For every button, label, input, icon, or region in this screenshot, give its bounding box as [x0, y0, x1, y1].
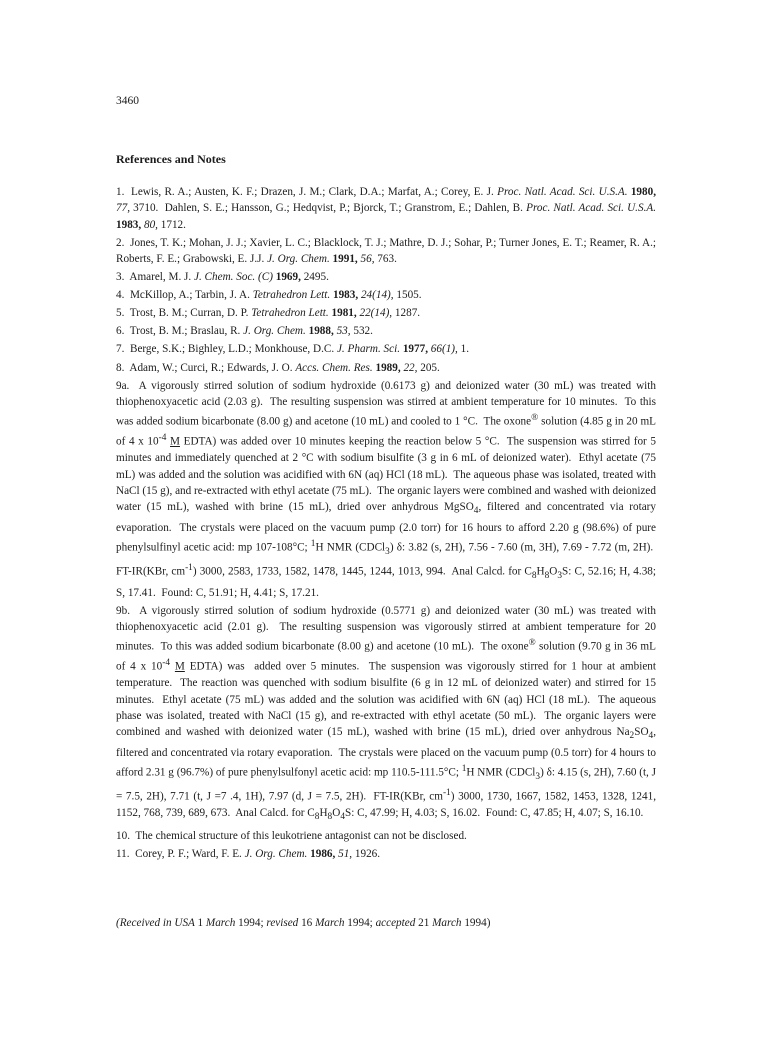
reference-4: 4. McKillop, A.; Tarbin, J. A. Tetrahedron Lett. 1983, 24(14), 1505.	[116, 289, 422, 302]
reference-6: 6. Trost, B. M.; Braslau, R. J. Org. Chem. 1988, 53, 532.	[116, 325, 373, 338]
reference-11: 11. Corey, P. F.; Ward, F. E. J. Org. Chem. 1986, 51, 1926.	[116, 847, 381, 860]
reference-9a: 9a. A vigorously stirred solution of sodium hydroxide (0.6173 g) and deionized water (30 mL) was treated with thiophenoxyacetic acid (2.03 g). The resulting suspension was stirred at ambient temperature for 10 minutes. To this was added sodium bicarbonate (8.00 g) and acetone (10 mL) and cooled to 1 °C. The oxone® solution (4.85 g in 20 mL of 4 x $10^{-4}$ M EDTA) was added over 10 minutes keeping the reaction below 5 °C. The suspension was stirred for 5 minutes and immediately quenched at 2 °C with sodium bisulfite (3 g in 6 mL of deionized water). Ethyl acetate (75 mL) was added and the solution was acidified with 6N (aq) HCl (18 mL). The aqueous phase was isolated, treated with NaCl (15 g), and re-extracted with ethyl acetate (75 mL). The organic layers were combined and washed with deionized water (15 mL), washed with brine (15 mL), dried over anhydrous MgSO$_4$, filtered and concentrated via rotary evaporation. The crystals were placed on the vacuum pump (2.0 torr) for 16 hours to afford 2.20 g (98.6%) of pure phenylsulfinyl acetic acid: mp 107-108°C; $^1$H NMR (CDCl$_3$) δ: 3.82 (s, 2H), 7.56 - 7.60 (m, 3H), 7.69 - 7.72 (m, 2H). FT-IR(KBr, $cm^{-1}$) 3000, 2583, 1733, 1582, 1478, 1445, 1244, 1013, 994. Anal Calcd. for $C_8H_8O_3S$: C, 52.16; H, 4.38; S, 17.41. Found: C, 51.91; H, 4.41; S, 17.21.	[116, 379, 656, 599]
reference-9b: 9b. A vigorously stirred solution of sodium hydroxide (0.5771 g) and deionized water (30 mL) was treated with thiophenoxyacetic acid (2.01 g). The resulting suspension was vigorously stirred at ambient temperature for 20 minutes. To this was added sodium bicarbonate (8.00 g) and acetone (10 mL). The oxone® solution (9.70 g in 36 mL of 4 x $10^{-4}$ M EDTA) was added over 5 minutes. The suspension was vigorously stirred for 1 hour at ambient temperature. The reaction was quenched with sodium bisulfite (6 g in 12 mL of deionized water) and stirred for 15 minutes. Ethyl acetate (75 mL) was added and the solution was acidified with 6N (aq) HCl (18 mL). The aqueous phase was isolated, treated with NaCl (15 g), and re-extracted with ethyl acetate (50 mL). The organic layers were combined and washed with deionized water (15 mL), washed with brine (15 mL), dried over anhydrous $Na_2SO_4$, filtered and concentrated via rotary evaporation. The crystals were placed on the vacuum pump (0.5 torr) for 4 hours to afford 2.31 g (96.7%) of pure phenylsulfonyl acetic acid: mp 110.5-111.5°C; $^1$H NMR (CDCl$_3$) δ: 4.15 (s, 2H), 7.60 (t, J = 7.5, 2H), 7.71 (t, J =7 .4, 1H), 7.97 (d, J = 7.5, 2H). FT-IR(KBr, $cm^{-1}$) 3000, 1730, 1667, 1582, 1453, 1328, 1241, 1152, 768, 739, 689, 673. Anal Calcd. for $C_8H_8O_4S$: C, 47.99; H, 4.03; S, 16.02. Found: C, 47.85; H, 4.07; S, 16.10.	[116, 604, 657, 823]
section-title: References and Notes	[116, 152, 226, 166]
page-number: 3460	[116, 95, 139, 107]
reference-8: 8. Adam, W.; Curci, R.; Edwards, J. O. Accs. Chem. Res. 1989, 22, 205.	[116, 361, 440, 374]
reference-5: 5. Trost, B. M.; Curran, D. P. Tetrahedron Lett. 1981, 22(14), 1287.	[116, 307, 421, 320]
reference-1: 1. Lewis, R. A.; Austen, K. F.; Drazen, J. M.; Clark, D.A.; Marfat, A.; Corey, E. J. Proc. Natl. Acad. Sci. U.S.A. 1980, 77, 3710. Dahlen, S. E.; Hansson, G.; Hedqvist, P.; Bjorck, T.; Granstrom, E.; Dahlen, B. Proc. Natl. Acad. Sci. U.S.A. 1983, 80, 1712.	[116, 186, 656, 231]
reference-2: 2. Jones, T. K.; Mohan, J. J.; Xavier, L. C.; Blacklock, T. J.; Mathre, D. J.; Sohar, P.; Turner Jones, E. T.; Reamer, R. A.; Roberts, F. E.; Grabowski, E. J.J. J. Org. Chem. 1991, 56, 763.	[116, 236, 656, 265]
reference-3: 3. Amarel, M. J. J. Chem. Soc. (C) 1969, 2495.	[116, 271, 329, 284]
reference-list	[116, 184, 656, 862]
reference-10: 10. The chemical structure of this leukotriene antagonist can not be disclosed.	[116, 829, 467, 842]
reference-7: 7. Berge, S.K.; Bighley, L.D.; Monkhouse, D.C. J. Pharm. Sci. 1977, 66(1), 1.	[116, 343, 470, 356]
received-dates-note: (Received in USA 1 March 1994; revised 16 March 1994; accepted 21 March 1994)	[116, 917, 491, 929]
